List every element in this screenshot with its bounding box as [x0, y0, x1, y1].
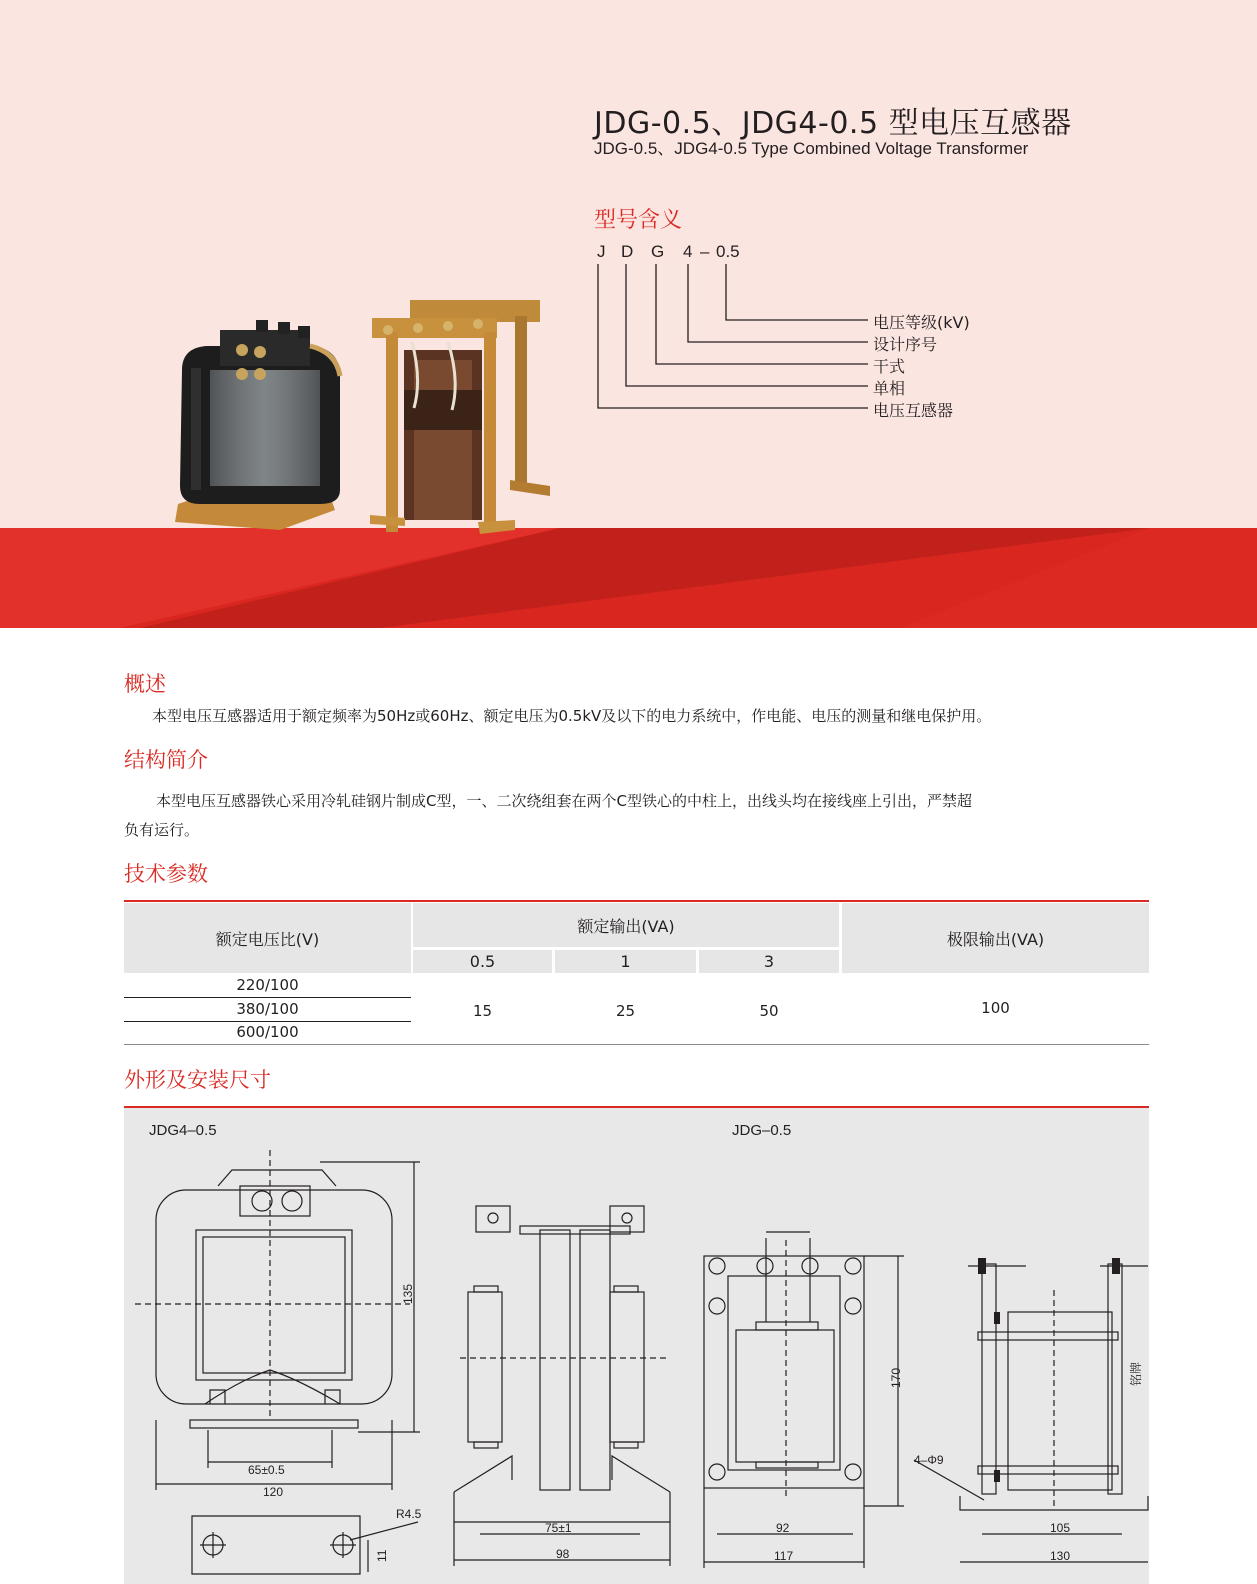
- header-ratio: 额定电压比(V): [124, 903, 411, 973]
- terminal-circles: [709, 1258, 861, 1480]
- output-class-0-5: 15: [472, 1002, 493, 1020]
- product-title-en: JDG-0.5、JDG4-0.5 Type Combined Voltage Transformer: [594, 139, 1029, 158]
- dim-r45: R4.5: [396, 1507, 422, 1521]
- model-code-4: 4: [683, 242, 693, 261]
- tech-heading: 技术参数: [124, 862, 208, 886]
- dim-105: 105: [1050, 1521, 1071, 1535]
- ratio-380: 380/100: [236, 1000, 299, 1018]
- jdg-side-view: [914, 1264, 1148, 1562]
- limit-output-value: 100: [981, 999, 1010, 1017]
- product-photo: [160, 290, 580, 560]
- dim-98: 98: [556, 1547, 570, 1561]
- model-code-j: J: [597, 242, 606, 261]
- structure-heading: 结构简介: [124, 748, 208, 772]
- dim-holes: 4–Φ9: [914, 1453, 944, 1467]
- model-label-voltage-class: 电压等级(kV): [873, 313, 970, 332]
- overview-heading: 概述: [124, 672, 166, 696]
- ratio-divider: [124, 997, 411, 998]
- header-class-0-5: 0.5: [413, 950, 552, 973]
- table-bottom-rule: [124, 1044, 1149, 1045]
- dim-75: 75±1: [545, 1521, 572, 1535]
- dim-130: 130: [1050, 1549, 1071, 1563]
- jdg4-front-view: [135, 1150, 420, 1490]
- structure-text-line1: 本型电压互感器铁心采用冷轧硅钢片制成C型，一、二次绕组套在两个C型铁心的中柱上，出线头均在接线座上引出，严禁超: [156, 792, 972, 810]
- ratio-600: 600/100: [236, 1023, 299, 1041]
- nameplate-label: 铭牌: [1129, 1361, 1143, 1386]
- model-meaning-heading: 型号含义: [594, 208, 683, 233]
- structure-text-line2: 负有运行。: [124, 821, 200, 839]
- model-label-dry-type: 干式: [873, 357, 906, 376]
- model-label-vt: 电压互感器: [873, 401, 954, 420]
- header-limit-output: 极限输出(VA): [842, 903, 1149, 973]
- dim-11: 11: [375, 1549, 389, 1562]
- dim-65: 65±0.5: [248, 1463, 285, 1477]
- dim-117: 117: [774, 1549, 794, 1563]
- jdg-front-view: [704, 1232, 904, 1568]
- jdg4-product-image: [175, 320, 340, 530]
- jdg4-side-view: [454, 1206, 670, 1566]
- header-class-1: 1: [555, 950, 696, 973]
- dim-170: 170: [889, 1367, 903, 1388]
- table-top-rule: [124, 900, 1149, 902]
- dim-92: 92: [776, 1521, 790, 1535]
- model-label-jdg: JDG–0.5: [732, 1122, 792, 1139]
- overview-text: 本型电压互感器适用于额定频率为50Hz或60Hz、额定电压为0.5kV及以下的电力系统中，作电能、电压的测量和继电保护用。: [152, 707, 992, 725]
- model-label-single-phase: 单相: [873, 379, 906, 398]
- jdg4-base-plate: [192, 1516, 418, 1574]
- model-code-d: D: [621, 242, 634, 261]
- outline-heading: 外形及安装尺寸: [124, 1068, 271, 1092]
- jdg-product-image: [370, 300, 550, 534]
- ratio-220: 220/100: [236, 976, 299, 994]
- header-class-3: 3: [699, 950, 839, 973]
- model-code-g: G: [651, 242, 665, 261]
- model-label-jdg4: JDG4–0.5: [149, 1122, 217, 1139]
- model-code-voltage: 0.5: [716, 242, 740, 261]
- ratio-divider: [124, 1021, 411, 1022]
- dim-120: 120: [263, 1485, 284, 1499]
- header-rated-output: 额定输出(VA): [413, 903, 839, 947]
- output-class-1: 25: [615, 1002, 636, 1020]
- output-class-3: 50: [759, 1002, 779, 1020]
- outline-drawings: [124, 1108, 1149, 1584]
- model-label-design-number: 设计序号: [873, 335, 938, 354]
- model-code-dash: –: [700, 242, 710, 261]
- model-leader-lines: [590, 262, 870, 422]
- dim-135: 135: [401, 1283, 415, 1304]
- product-title-zh: JDG-0.5、JDG4-0.5 型电压互感器: [594, 106, 1072, 141]
